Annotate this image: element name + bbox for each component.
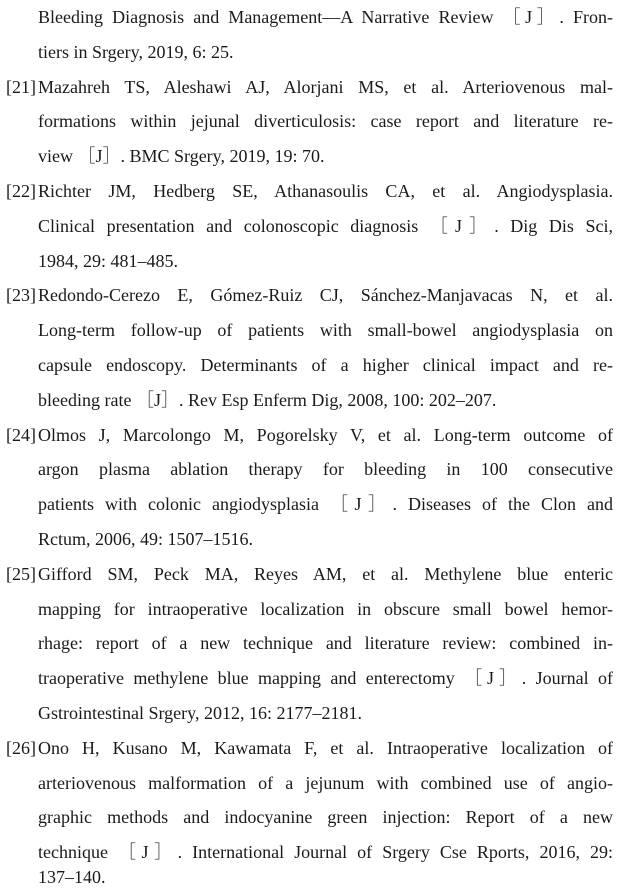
reference-line: mapping for intraoperative localization in obscure small bowel hemor- (38, 598, 613, 619)
reference-number: [21] (6, 76, 36, 97)
reference-25 (6, 557, 613, 592)
reference-line: 137–140. (38, 867, 106, 887)
reference-22 (6, 174, 613, 209)
reference-line: view ［J］. BMC Srgery, 2019, 19: 70. (38, 146, 325, 167)
reference-line: Olmos J, Marcolongo M, Pogorelsky V, et al. Long-term outcome of (38, 424, 613, 445)
reference-line: Ono H, Kusano M, Kawamata F, et al. Intraoperative localization of (38, 737, 613, 758)
reference-line: Long-term follow-up of patients with small-bowel angiodysplasia on (38, 320, 613, 341)
reference-line: formations within jejunal diverticulosis: case report and literature re- (38, 111, 613, 132)
reference-number: [23] (6, 285, 36, 306)
reference-line: bleeding rate ［J］. Rev Esp Enferm Dig, 2008, 100: 202–207. (38, 389, 497, 410)
reference-number: [24] (6, 424, 36, 445)
reference-23 (6, 278, 613, 313)
reference-line: Mazahreh TS, Aleshawi AJ, Alorjani MS, et al. Arteriovenous mal- (38, 76, 613, 97)
reference-line: Gstrointestinal Srgery, 2012, 16: 2177–2181. (38, 703, 362, 723)
reference-line: Redondo-Cerezo E, Gómez-Ruiz CJ, Sánchez-Manjavacas N, et al. (38, 285, 613, 306)
reference-24 (6, 418, 613, 453)
reference-line: capsule endoscopy. Determinants of a higher clinical impact and re- (38, 355, 613, 375)
reference-line: tiers in Srgery, 2019, 6: 25. (38, 41, 234, 62)
reference-line: Bleeding Diagnosis and Management—A Narrative Review ［J］. Fron- (38, 7, 613, 27)
reference-line: arteriovenous malformation of a jejunum with combined use of angio- (38, 772, 613, 793)
reference-line: Clinical presentation and colonoscopic diagnosis ［J］. Dig Dis Sci, (38, 215, 613, 236)
reference-number: [25] (6, 563, 36, 584)
reference-line: traoperative methylene blue mapping and enterectomy ［J］. Journal of (38, 668, 613, 689)
reference-line: rhage: report of a new technique and literature review: combined in- (38, 633, 613, 654)
reference-number: [26] (6, 737, 36, 758)
reference-line: argon plasma ablation therapy for bleeding in 100 consecutive (38, 459, 613, 480)
reference-line: patients with colonic angiodysplasia ［J］. Diseases of the Clon and (38, 494, 613, 515)
reference-line: 1984, 29: 481–485. (38, 250, 179, 271)
reference-number: [22] (6, 181, 36, 201)
reference-line: graphic methods and indocyanine green injection: Report of a new (38, 807, 613, 828)
reference-26 (6, 731, 613, 766)
reference-21 (6, 70, 613, 105)
reference-line: technique ［J］. International Journal of Srgery Cse Rports, 2016, 29: (38, 842, 613, 863)
reference-line: Rctum, 2006, 49: 1507–1516. (38, 529, 253, 549)
reference-line: Richter JM, Hedberg SE, Athanasoulis CA, et al. Angiodysplasia. (38, 181, 613, 201)
reference-line: Gifford SM, Peck MA, Reyes AM, et al. Methylene blue enteric (38, 563, 613, 584)
